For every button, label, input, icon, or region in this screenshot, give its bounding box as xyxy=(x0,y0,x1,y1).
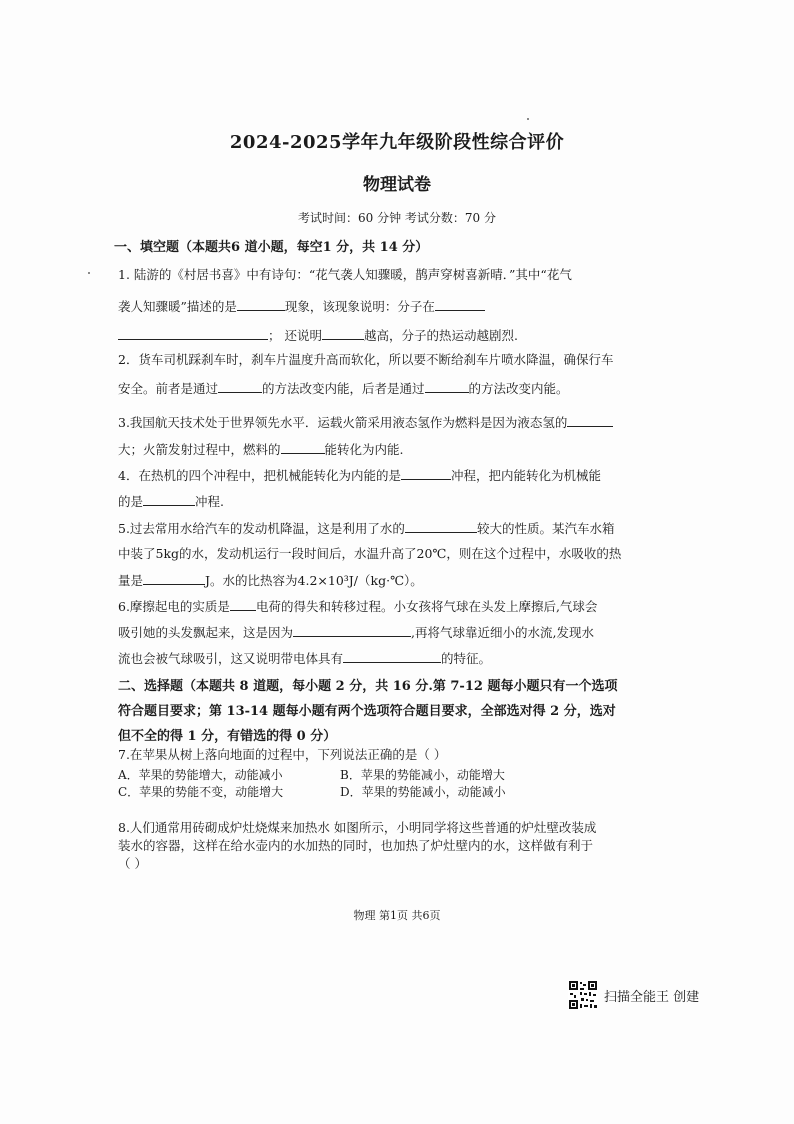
q4-line2 xyxy=(118,493,224,510)
speck xyxy=(527,118,529,120)
q5-text-b: 较大的性质。某汽车水箱 xyxy=(476,521,615,536)
q1-line1: 1. 陆游的《村居书喜》中有诗句：“花气袭人知骤暖，鹊声穿树喜新晴．”其中“花气 xyxy=(118,267,572,282)
qr-code-icon xyxy=(568,980,598,1010)
q6-line3 xyxy=(118,650,491,667)
q2-line2 xyxy=(118,380,569,397)
q6-line1 xyxy=(118,598,597,615)
q6-text-d: ,再将气球靠近细小的水流,发现水 xyxy=(411,625,594,640)
q3-text-c: 能转化为内能. xyxy=(324,442,404,457)
q6-text-f: 的特征。 xyxy=(441,651,492,666)
q2-line1: 2．货车司机踩刹车时，刹车片温度升高而软化，所以要不断给刹车片喷水降温，确保行车 xyxy=(118,352,614,367)
q7-option-c[interactable]: C．苹果的势能不变，动能增大 xyxy=(118,785,284,799)
q4-text-a: 4．在热机的四个冲程中，把机械能转化为内能的是 xyxy=(118,468,401,483)
exam-meta: 考试时间：60 分钟 考试分数：70 分 xyxy=(298,211,496,225)
q1-text-c: ； 还说明 xyxy=(268,328,322,343)
answer-blank[interactable] xyxy=(281,441,325,454)
q3-text-b: 大；火箭发射过程中，燃料的 xyxy=(118,442,281,457)
answer-blank[interactable] xyxy=(143,572,205,585)
q8-line1: 8.人们通常用砖砌成炉灶烧煤来加热水 如图所示，小明同学将这些普通的炉灶壁改装成 xyxy=(118,820,597,835)
q4-line1 xyxy=(118,467,601,484)
q5-line3 xyxy=(118,572,423,589)
section-heading-choice-line2: 符合题目要求；第 13-14 题每小题有两个选项符合题目要求，全部选对得 2 分，选对 xyxy=(118,704,616,719)
q6-text-b: 电荷的得失和转移过程。小女孩将气球在头发上摩擦后,气球会 xyxy=(255,599,598,614)
answer-blank[interactable] xyxy=(435,298,485,311)
q1-text-d: 越高，分子的热运动越剧烈. xyxy=(363,328,518,343)
answer-blank[interactable] xyxy=(143,493,195,506)
page-footer: 物理 第1页 共6页 xyxy=(353,909,441,922)
q5-text-d: J。水的比热容为4.2×10³J/（kg·℃）。 xyxy=(205,573,423,588)
q1-text-a: 袭人知骤暖”描述的是 xyxy=(118,299,237,314)
answer-blank[interactable] xyxy=(567,414,613,427)
q6-line2 xyxy=(118,624,594,641)
q3-line2 xyxy=(118,441,404,458)
section-heading-choice-line3: 但不全的得 1 分，有错选的得 0 分） xyxy=(118,729,337,744)
answer-blank[interactable] xyxy=(405,520,477,533)
section-heading-fill-in: 一、填空题（本题共6 道小题，每空1 分，共 14 分） xyxy=(114,240,429,255)
answer-blank[interactable] xyxy=(401,467,451,480)
q1-line3 xyxy=(118,327,518,344)
q5-text-a: 5.过去常用水给汽车的发动机降温，这是利用了水的 xyxy=(118,521,405,536)
scanner-watermark-text: 扫描全能王 创建 xyxy=(604,989,700,1005)
answer-blank[interactable] xyxy=(230,598,256,611)
q6-text-a: 6.摩擦起电的实质是 xyxy=(118,599,230,614)
q4-text-b: 冲程，把内能转化为机械能 xyxy=(450,468,601,483)
scanner-watermark xyxy=(568,978,699,1012)
section-heading-choice-line1: 二、选择题（本题共 8 道题，每小题 2 分，共 16 分.第 7-12 题每小题只有一个选项 xyxy=(118,679,618,694)
q2-text-a: 安全。前者是通过 xyxy=(118,381,219,396)
answer-blank[interactable] xyxy=(343,650,441,663)
answer-blank[interactable] xyxy=(218,380,262,393)
q1-line2 xyxy=(118,298,485,315)
q6-text-c: 吸引她的头发飘起来，这是因为 xyxy=(118,625,294,640)
q7-option-b[interactable]: B．苹果的势能减小，动能增大 xyxy=(340,768,505,782)
q5-text-c: 量是 xyxy=(118,573,144,588)
q7-option-a[interactable]: A．苹果的势能增大，动能减小 xyxy=(118,768,283,782)
answer-blank[interactable] xyxy=(118,327,268,340)
q8-line2: 装水的容器，这样在给水壶内的水加热的同时，也加热了炉灶壁内的水，这样做有利于 xyxy=(118,838,594,853)
q6-text-e: 流也会被气球吸引，这又说明带电体具有 xyxy=(118,651,344,666)
q5-line2: 中装了5kg的水，发动机运行一段时间后，水温升高了20℃，则在这个过程中，水吸收的热 xyxy=(118,546,622,561)
speck xyxy=(88,272,90,274)
q2-text-c: 的方法改变内能。 xyxy=(468,381,569,396)
q3-line1 xyxy=(118,414,613,431)
q7-stem: 7.在苹果从树上落向地面的过程中，下列说法正确的是（ ） xyxy=(118,747,447,762)
q4-text-c: 的是 xyxy=(118,494,144,509)
answer-blank[interactable] xyxy=(322,327,364,340)
q7-option-d[interactable]: D．苹果的势能减小，动能减小 xyxy=(340,785,506,799)
answer-blank[interactable] xyxy=(237,298,285,311)
q1-text-b: 现象，该现象说明：分子在 xyxy=(284,299,435,314)
q8-line3: （ ） xyxy=(118,856,147,871)
q5-line1 xyxy=(118,520,614,537)
answer-blank[interactable] xyxy=(293,624,411,637)
q4-text-d: 冲程. xyxy=(195,494,224,509)
subject-title: 物理试卷 xyxy=(363,175,431,195)
answer-blank[interactable] xyxy=(425,380,469,393)
exam-title: 2024-2025学年九年级阶段性综合评价 xyxy=(229,132,565,153)
q2-text-b: 的方法改变内能，后者是通过 xyxy=(262,381,425,396)
q3-text-a: 3.我国航天技术处于世界领先水平．运载火箭采用液态氢作为燃料是因为液态氢的 xyxy=(118,415,568,430)
